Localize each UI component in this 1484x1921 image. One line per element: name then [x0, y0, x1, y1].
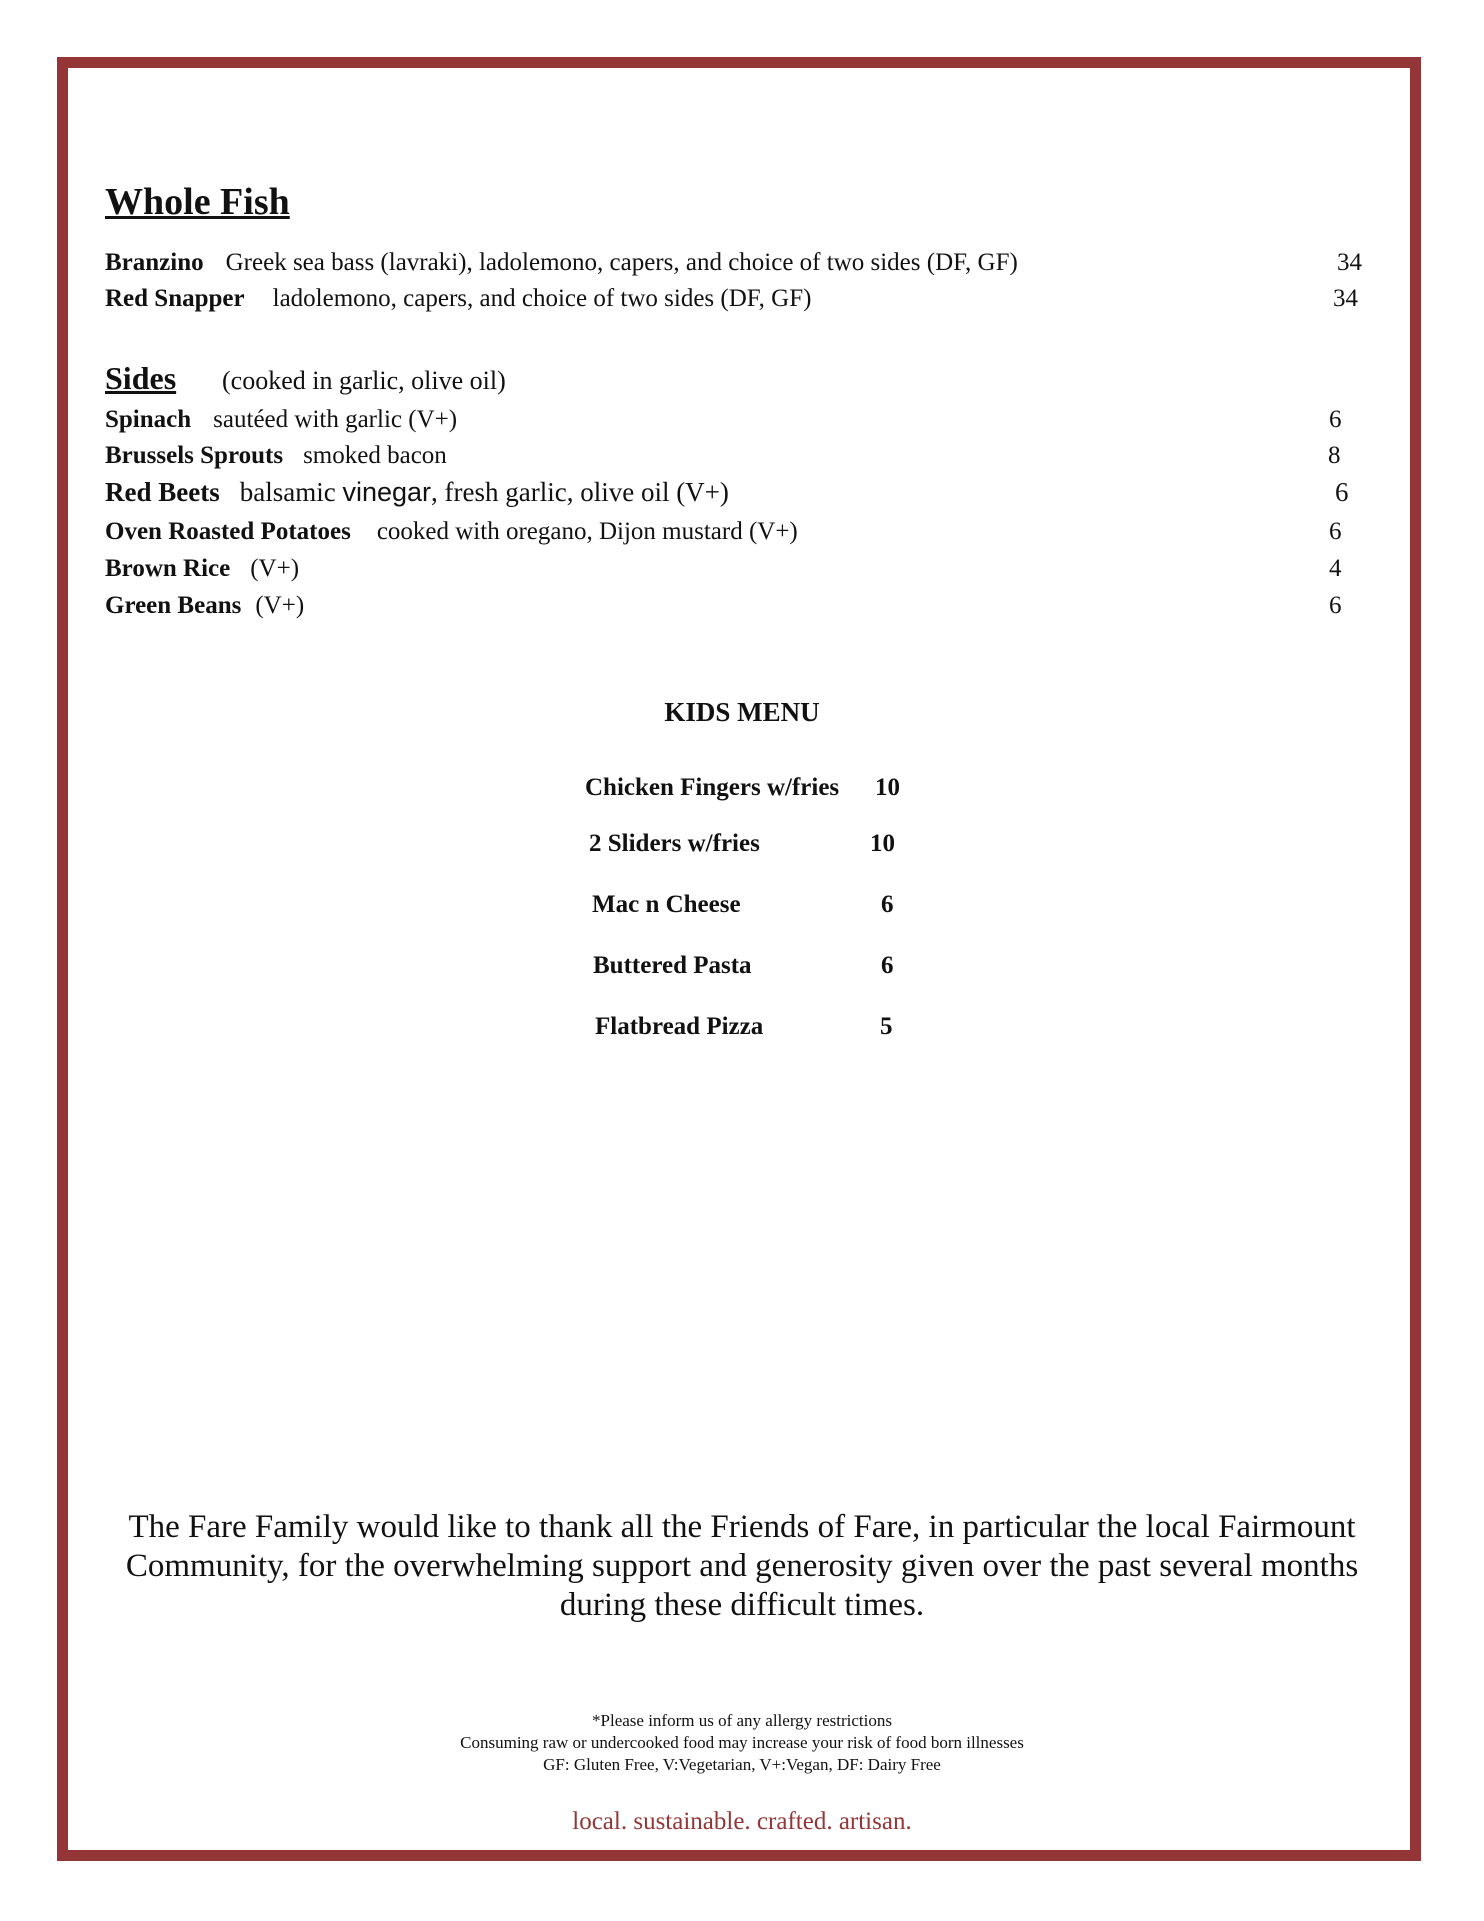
kids-item-price: 10 — [870, 830, 895, 857]
menu-item-green-beans — [105, 593, 1365, 618]
item-description: vinegar — [342, 477, 432, 507]
kids-item-name: 2 Sliders w/fries — [589, 830, 760, 857]
whole-fish-heading: Whole Fish — [105, 181, 290, 223]
menu-item-red-beets — [105, 479, 1365, 506]
kids-item-name: Mac n Cheese — [592, 891, 741, 918]
menu-item-red-snapper — [105, 286, 1365, 311]
thank-you-line: during these difficult times. — [559, 1587, 925, 1623]
sides-note: (cooked in garlic, olive oil) — [222, 366, 506, 395]
thank-you-line: Community, for the overwhelming support and generosity given over the past several months — [125, 1548, 1359, 1584]
menu-item-spinach — [105, 407, 1365, 432]
item-name: Spinach — [105, 406, 192, 433]
item-price: 6 — [1329, 518, 1342, 545]
sides-heading: Sides — [105, 360, 177, 396]
item-description: (V+) — [250, 555, 300, 582]
item-price: 34 — [1337, 249, 1362, 276]
kids-item-price: 6 — [881, 891, 894, 918]
item-price: 34 — [1333, 285, 1358, 312]
item-description: , fresh garlic, olive oil (V+) — [431, 477, 729, 507]
kids-item-price: 10 — [875, 774, 900, 801]
item-price: 6 — [1329, 406, 1342, 433]
menu-item-brussels-sprouts — [105, 443, 1365, 468]
item-name: Red Snapper — [105, 285, 245, 312]
item-name: Green Beans — [105, 592, 242, 619]
item-description: balsamic — [239, 477, 343, 507]
item-name: Brown Rice — [105, 555, 231, 582]
kids-item-name: Flatbread Pizza — [595, 1013, 764, 1040]
menu-item-branzino — [105, 250, 1365, 275]
kids-menu-heading: KIDS MENU — [664, 697, 820, 727]
item-price: 6 — [1329, 592, 1342, 619]
item-description: ladolemono, capers, and choice of two sides (DF, GF) — [272, 285, 812, 312]
thank-you-message — [90, 1508, 1394, 1625]
item-price: 8 — [1328, 442, 1341, 469]
item-description: cooked with oregano, Dijon mustard (V+) — [376, 518, 798, 545]
item-description: sautéed with garlic (V+) — [213, 406, 458, 433]
dietary-legend: GF: Gluten Free, V:Vegetarian, V+:Vegan, DF: Dairy Free — [543, 1755, 941, 1774]
item-name: Branzino — [105, 249, 204, 276]
item-description: smoked bacon — [303, 442, 447, 469]
menu-item-brown-rice — [105, 556, 1365, 581]
kids-item-price: 6 — [881, 952, 894, 979]
allergy-note: *Please inform us of any allergy restrictions — [592, 1711, 892, 1730]
kids-item-name: Buttered Pasta — [593, 952, 752, 979]
item-description: (V+) — [255, 592, 305, 619]
item-description: Greek sea bass (lavraki), ladolemono, capers, and choice of two sides (DF, GF) — [225, 249, 1018, 276]
kids-item-price: 5 — [880, 1013, 893, 1040]
raw-food-warning: Consuming raw or undercooked food may increase your risk of food born illnesses — [460, 1733, 1024, 1752]
item-name: Red Beets — [105, 477, 220, 507]
item-price: 6 — [1335, 477, 1349, 507]
menu-item-oven-roasted-potatoes — [105, 519, 1365, 544]
item-price: 4 — [1329, 555, 1342, 582]
item-name: Oven Roasted Potatoes — [105, 518, 351, 545]
thank-you-line: The Fare Family would like to thank all the Friends of Fare, in particular the local Fairmount — [128, 1509, 1356, 1545]
item-name: Brussels Sprouts — [105, 442, 284, 469]
kids-item-name: Chicken Fingers w/fries — [585, 774, 840, 801]
tagline: local. sustainable. crafted. artisan. — [572, 1808, 912, 1835]
